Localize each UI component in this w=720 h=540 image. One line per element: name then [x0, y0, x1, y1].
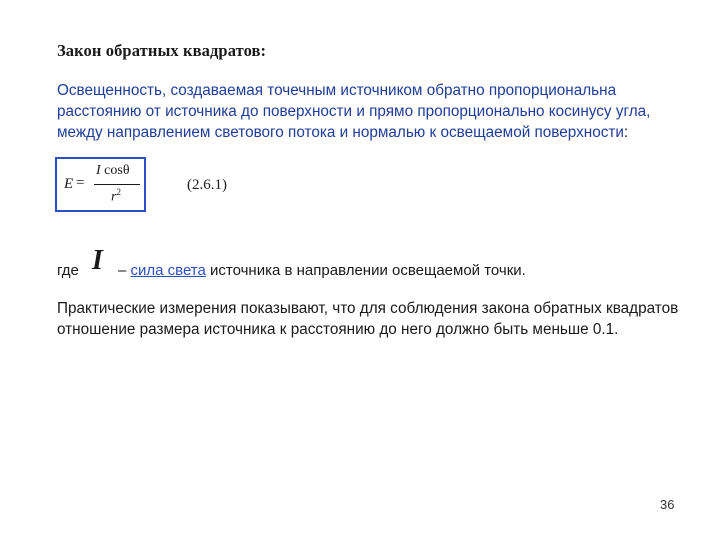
formula-lhs: E	[64, 176, 74, 192]
luminous-intensity-link[interactable]: сила света	[130, 262, 206, 279]
formula-numerator-symbol: I	[96, 163, 101, 178]
law-definition-colon: :	[623, 124, 629, 141]
where-dash: –	[118, 262, 131, 279]
law-definition	[57, 80, 697, 143]
practical-note: Практические измерения показывают, что для соблюдения закона обратных квадратов отношение размера источника к расстоянию до него должно быть меньше 0.1.	[57, 300, 679, 338]
page-number: 36	[660, 497, 675, 512]
formula-box	[55, 157, 146, 212]
intensity-symbol: I	[92, 245, 103, 276]
law-definition-text: Освещенность, создаваемая точечным источником обратно пропорциональна расстоянию от источника до поверхности и прямо пропорционально косинусу угла, между направлением светового потока и нормалью к освещаемой поверхности	[57, 82, 651, 141]
formula-numerator-func: cosθ	[104, 163, 130, 178]
slide-heading: Закон обратных квадратов:	[57, 41, 267, 60]
where-word: где	[57, 262, 79, 279]
where-rest: источника в направлении освещаемой точки.	[205, 262, 526, 279]
formula-denominator-base: r	[111, 189, 117, 205]
where-explanation	[118, 262, 526, 279]
formula-exponent: 2	[116, 187, 121, 197]
equation-number: (2.6.1)	[187, 177, 227, 193]
formula-equals: =	[76, 175, 85, 191]
formula-numerator	[96, 163, 130, 179]
fraction-bar	[94, 184, 140, 185]
formula-denominator	[111, 187, 121, 206]
